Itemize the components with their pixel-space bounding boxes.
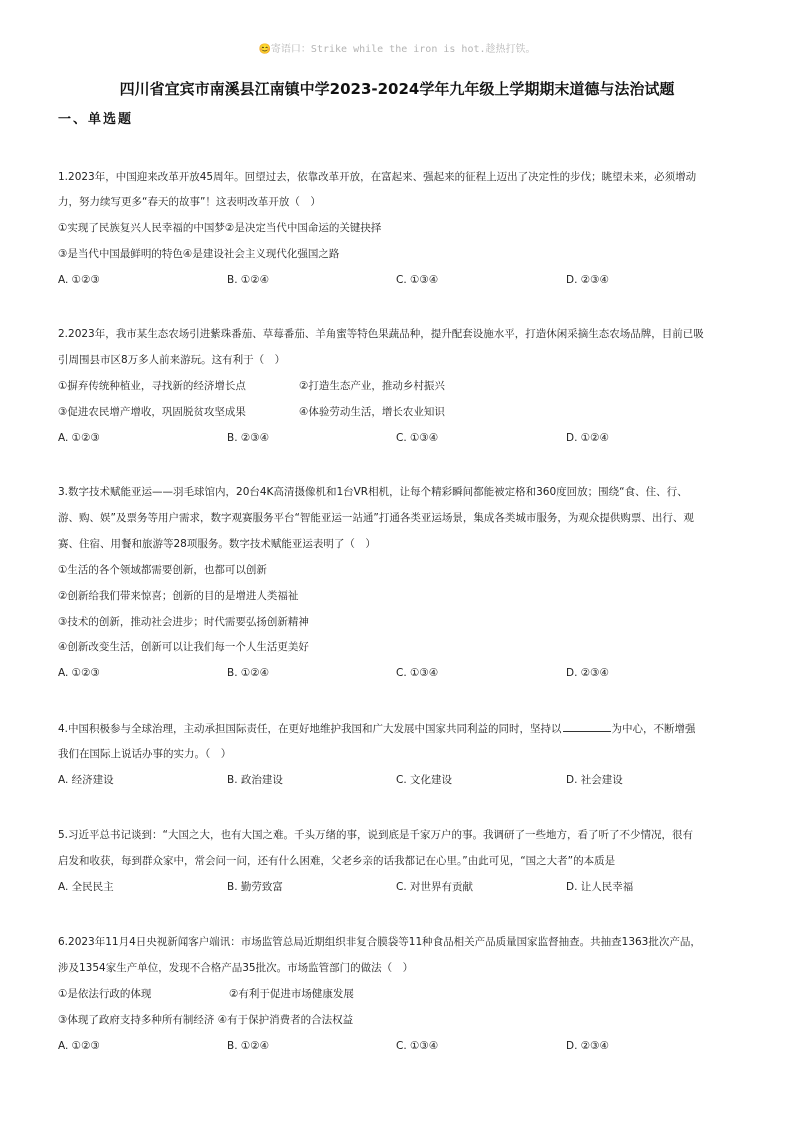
question-6-statement-2: ②有利于促进市场健康发展	[229, 988, 354, 1000]
question-3-line-1: 3.数字技术赋能亚运——羽毛球馆内，20台4K高清摄像机和1台VR相机，让每个精彩瞬间都能被定格和360度回放；围绕“食、住、行、	[58, 486, 688, 498]
question-1-option-a[interactable]: A. ①②③	[58, 274, 100, 286]
question-2-option-b[interactable]: B. ②③④	[227, 432, 270, 444]
question-2-option-d[interactable]: D. ①②④	[566, 432, 609, 444]
question-3-statement-4: ④创新改变生活，创新可以让我们每一个人生活更美好	[58, 641, 309, 653]
question-5-line-1: 5.习近平总书记谈到：“大国之大，也有大国之难。千头万绪的事，说到底是千家万户的事。我调研了一些地方，看了听了不少情况，很有	[58, 829, 693, 841]
question-6-line-1: 6.2023年11月4日央视新闻客户端讯：市场监管总局近期组织非复合膜袋等11种食品相关产品质量国家监督抽查。共抽查1363批次产品，	[58, 936, 701, 948]
question-4-line-2: 我们在国际上说话办事的实力。（ ）	[58, 748, 232, 760]
section-heading: 一、单选题	[58, 112, 134, 127]
question-2-option-a[interactable]: A. ①②③	[58, 432, 100, 444]
question-3-option-b[interactable]: B. ①②④	[227, 667, 270, 679]
question-2-line-2: 引周围县市区8万多人前来游玩。这有利于（ ）	[58, 354, 286, 366]
question-3-statement-1: ①生活的各个领域都需要创新，也都可以创新	[58, 564, 267, 576]
question-1-line-2: 力，努力续写更多“春天的故事”！这表明改革开放（ ）	[58, 196, 321, 208]
question-5-option-a[interactable]: A. 全民民主	[58, 881, 114, 893]
question-6-statement-3: ③体现了政府支持多种所有制经济 ④有于保护消费者的合法权益	[58, 1014, 354, 1026]
question-4-option-b[interactable]: B. 政治建设	[227, 774, 283, 786]
question-4-text-before-blank: 4.中国积极参与全球治理，主动承担国际责任，在更好地维护我国和广大发展中国家共同利益的同时，坚持以	[58, 723, 562, 735]
question-4-option-c[interactable]: C. 文化建设	[396, 774, 453, 786]
question-4-option-a[interactable]: A. 经济建设	[58, 774, 114, 786]
question-6-option-b[interactable]: B. ①②④	[227, 1040, 270, 1052]
question-5-line-2: 启发和收获，每到群众家中，常会问一问，还有什么困难，父老乡亲的话我都记在心里。”由此可见，“国之大者”的本质是	[58, 855, 616, 867]
question-5-option-b[interactable]: B. 勤劳致富	[227, 881, 283, 893]
question-2-statement-4: ④体验劳动生活，增长农业知识	[299, 406, 445, 418]
question-4-line-1	[58, 721, 696, 736]
question-6-statement-1: ①是依法行政的体现	[58, 988, 152, 1000]
question-1-option-c[interactable]: C. ①③④	[396, 274, 439, 286]
answer-blank	[563, 721, 611, 732]
question-4-option-d[interactable]: D. 社会建设	[566, 774, 623, 786]
question-2-option-c[interactable]: C. ①③④	[396, 432, 439, 444]
page-title: 四川省宜宾市南溪县江南镇中学2023-2024学年九年级上学期期末道德与法治试题	[119, 80, 675, 98]
question-3-option-c[interactable]: C. ①③④	[396, 667, 439, 679]
question-4-text-after-blank: 为中心，不断增强	[611, 723, 696, 735]
question-2-line-1: 2.2023年，我市某生态农场引进紫珠番茄、草莓番茄、羊角蜜等特色果蔬品种，提升配套设施水平，打造休闲采摘生态农场品牌，目前已吸	[58, 328, 704, 340]
question-2-statement-2: ②打造生态产业，推动乡村振兴	[299, 380, 445, 392]
question-2-statement-3: ③促进农民增产增收，巩固脱贫攻坚成果	[58, 406, 246, 418]
question-1-option-d[interactable]: D. ②③④	[566, 274, 609, 286]
question-1-statement-2: ③是当代中国最鲜明的特色④是建设社会主义现代化强国之路	[58, 248, 340, 260]
question-1-statement-1: ①实现了民族复兴人民幸福的中国梦②是决定当代中国命运的关键抉择	[58, 222, 382, 234]
question-6-option-d[interactable]: D. ②③④	[566, 1040, 609, 1052]
question-6-option-a[interactable]: A. ①②③	[58, 1040, 100, 1052]
question-5-option-c[interactable]: C. 对世界有贡献	[396, 881, 474, 893]
question-3-line-2: 游、购、娱”及票务等用户需求，数字观赛服务平台“智能亚运一站通”打通各类亚运场景，集成各类城市服务，为观众提供购票、出行、观	[58, 512, 694, 524]
question-1-option-b[interactable]: B. ①②④	[227, 274, 270, 286]
question-3-option-a[interactable]: A. ①②③	[58, 667, 100, 679]
question-3-option-d[interactable]: D. ②③④	[566, 667, 609, 679]
question-6-option-c[interactable]: C. ①③④	[396, 1040, 439, 1052]
question-3-line-3: 赛、住宿、用餐和旅游等28项服务。数字技术赋能亚运表明了（ ）	[58, 538, 376, 550]
question-6-line-2: 涉及1354家生产单位，发现不合格产品35批次。市场监管部门的做法（ ）	[58, 962, 414, 974]
question-5-option-d[interactable]: D. 让人民幸福	[566, 881, 634, 893]
watermark-motto: 😊寄语口：Strike while the iron is hot.趁热打铁。	[258, 44, 536, 55]
question-3-statement-2: ②创新给我们带来惊喜；创新的目的是增进人类福祉	[58, 590, 299, 602]
question-1-line-1: 1.2023年，中国迎来改革开放45周年。回望过去，依靠改革开放，在富起来、强起来的征程上迈出了决定性的步伐；眺望未来，必须增动	[58, 171, 697, 183]
question-2-statement-1: ①摒弃传统种植业，寻找新的经济增长点	[58, 380, 246, 392]
question-3-statement-3: ③技术的创新，推动社会进步；时代需要弘扬创新精神	[58, 616, 309, 628]
